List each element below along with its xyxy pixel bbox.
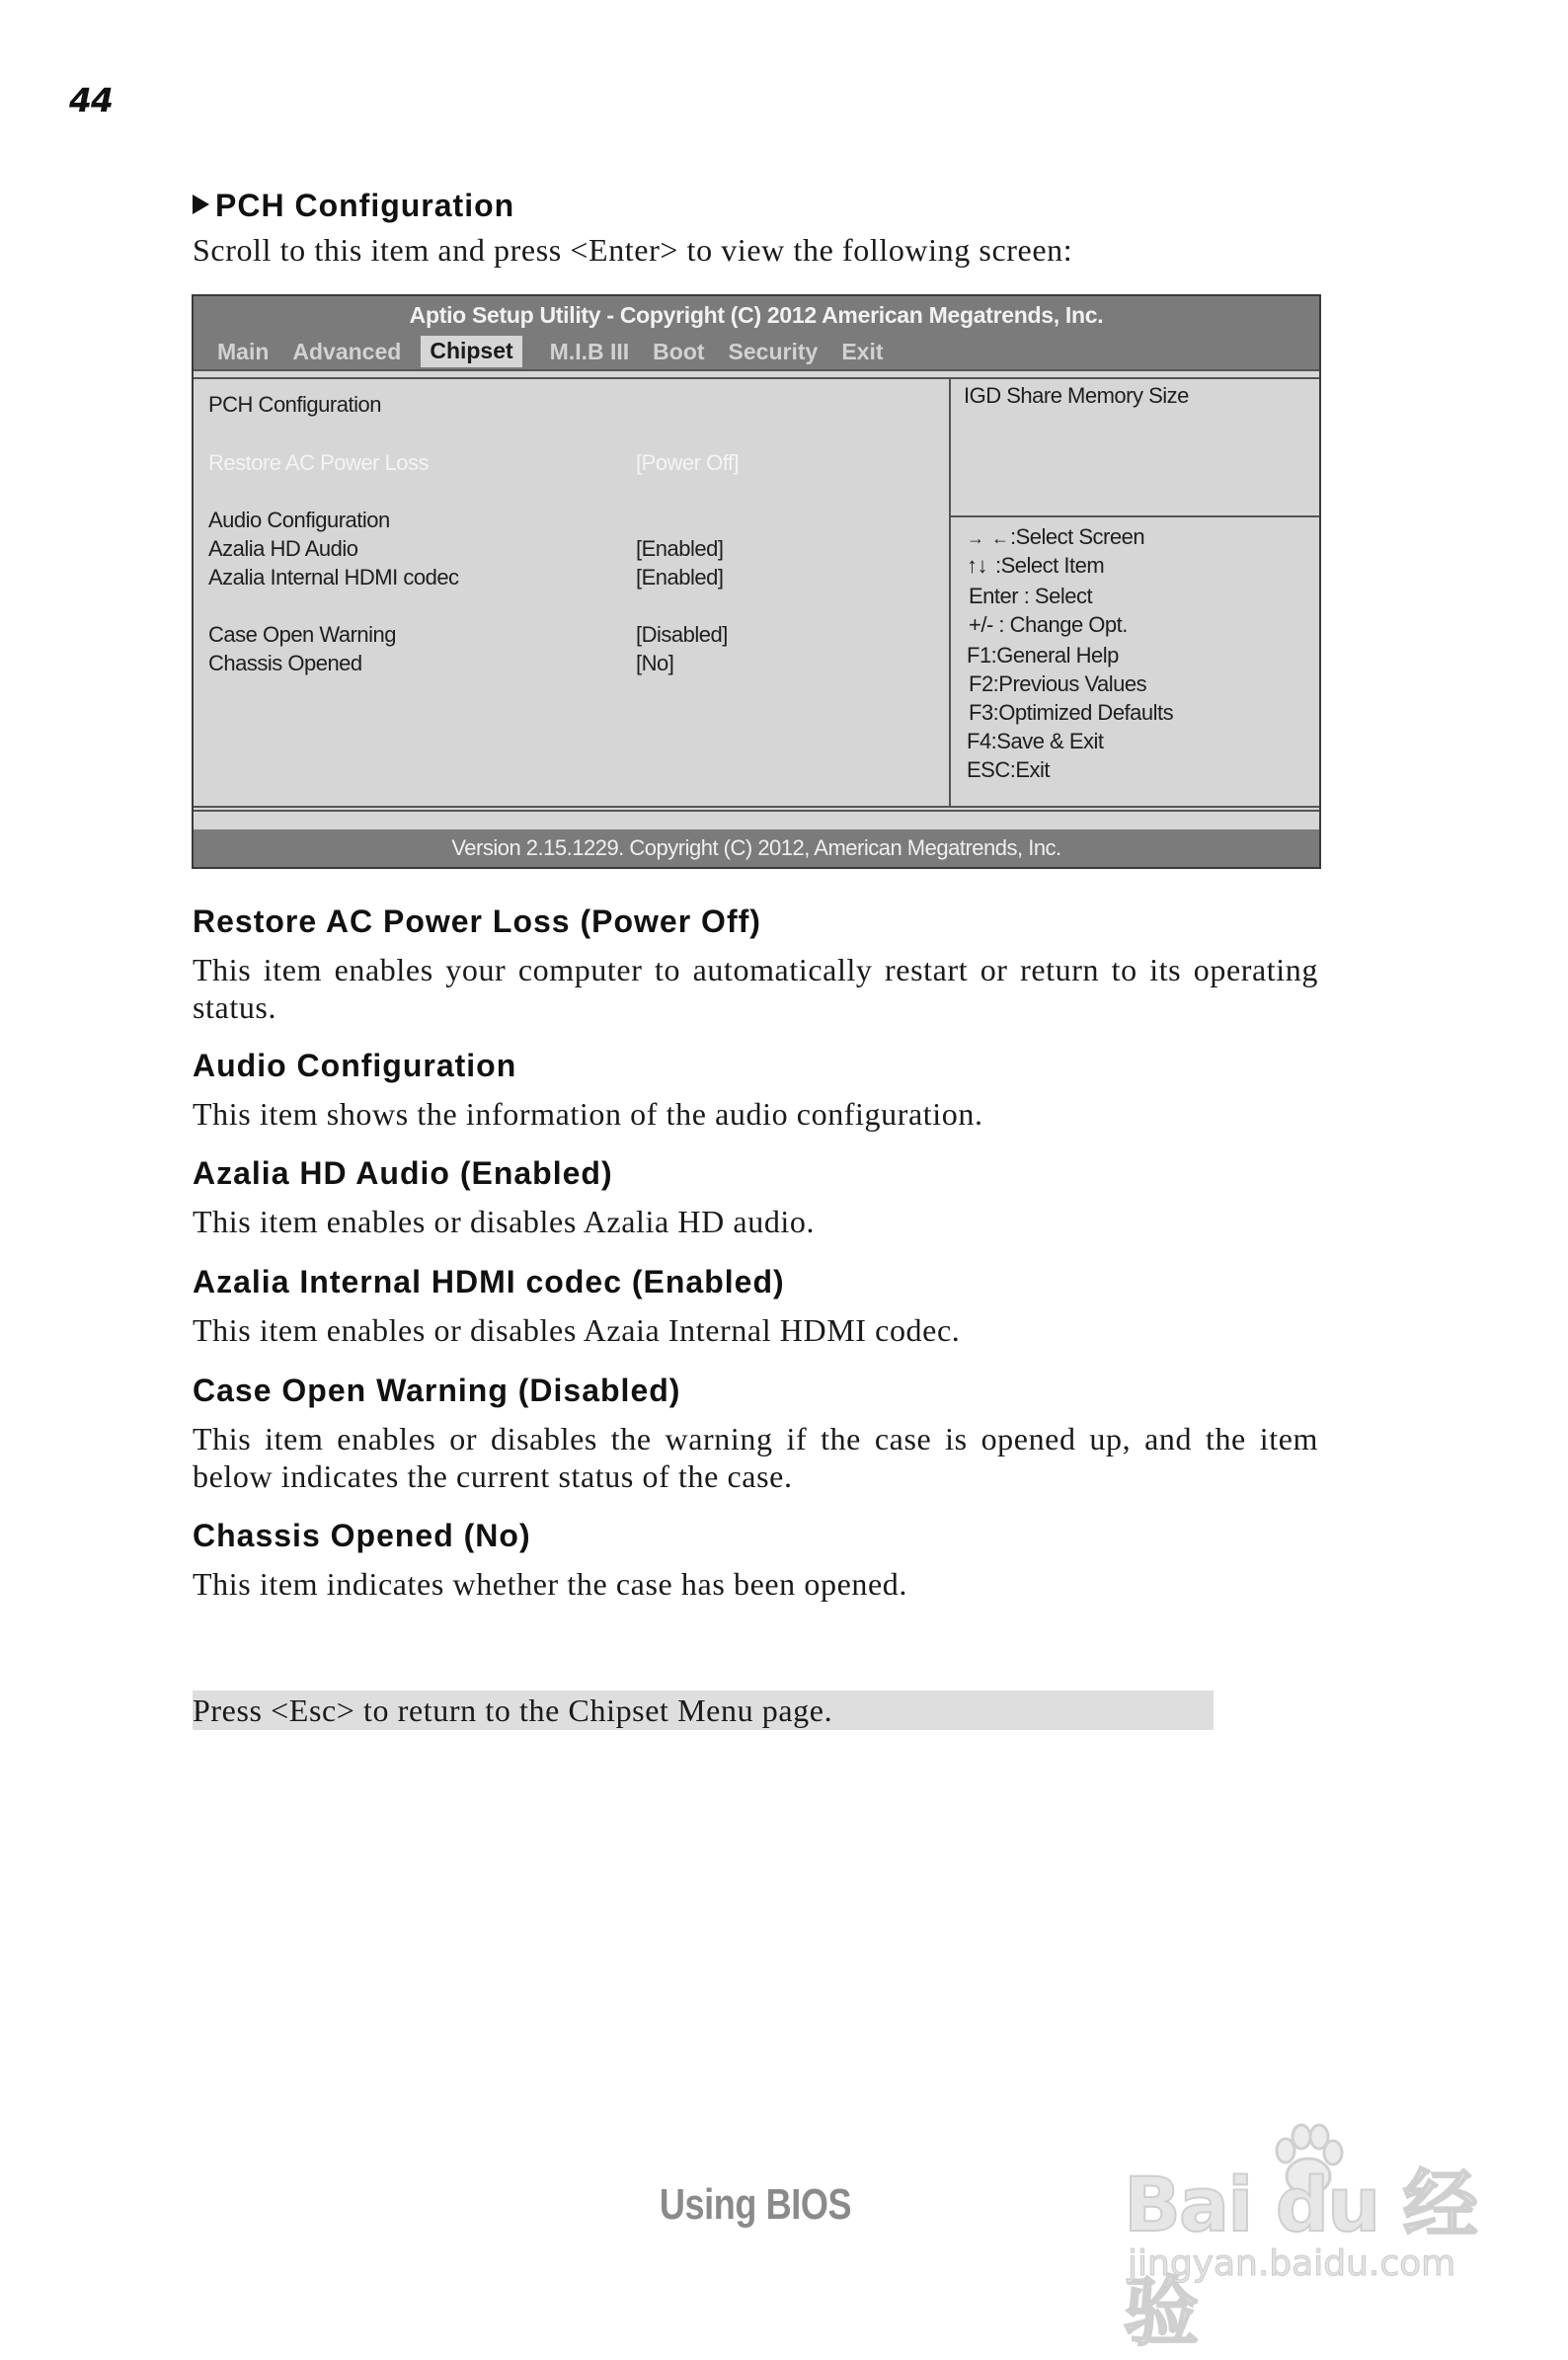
item-chassis-opened-value: [No]	[636, 651, 674, 675]
item-restore-ac-value[interactable]: [Power Off]	[636, 450, 740, 475]
item-chassis-opened-label: Chassis Opened	[208, 651, 362, 675]
heading-case-open: Case Open Warning (Disabled)	[193, 1373, 681, 1408]
bios-screen	[192, 294, 1321, 869]
tab-advanced[interactable]: Advanced	[292, 338, 402, 364]
footer-line-top	[194, 806, 1319, 808]
item-azalia-hdmi-value[interactable]: [Enabled]	[636, 565, 724, 590]
item-azalia-hdmi-label[interactable]: Azalia Internal HDMI codec	[208, 565, 459, 590]
key-f2: F2:Previous Values	[969, 671, 1147, 696]
left-right-arrows-icon: → ←	[967, 528, 1011, 548]
bios-header	[194, 296, 1319, 369]
item-case-open-value[interactable]: [Disabled]	[636, 622, 728, 647]
footer-line	[194, 810, 1319, 812]
help-title: IGD Share Memory Size	[964, 383, 1189, 408]
panel-divider	[949, 379, 951, 808]
key-enter: Enter : Select	[969, 584, 1093, 608]
header-line	[194, 369, 1319, 371]
triangle-bullet-icon	[193, 195, 209, 214]
bios-tabs	[217, 336, 907, 367]
item-audio-config-label: Audio Configuration	[208, 508, 390, 532]
text-restore-ac: This item enables your computer to automatically restart or return to its operating status.	[193, 952, 1318, 1025]
key-change-opt: +/- : Change Opt.	[969, 612, 1128, 637]
bios-footer: Version 2.15.1229. Copyright (C) 2012, American Megatrends, Inc.	[194, 829, 1319, 867]
key-select-screen	[967, 524, 1144, 550]
section-title: PCH Configuration	[208, 392, 381, 417]
item-restore-ac-label[interactable]: Restore AC Power Loss	[208, 450, 430, 475]
item-azalia-hd-label[interactable]: Azalia HD Audio	[208, 536, 358, 561]
key-esc: ESC:Exit	[967, 757, 1051, 782]
heading-azalia-hdmi: Azalia Internal HDMI codec (Enabled)	[193, 1264, 785, 1299]
tab-chipset[interactable]: Chipset	[421, 336, 521, 367]
tab-boot[interactable]: Boot	[653, 338, 705, 364]
key-f1: F1:General Help	[967, 643, 1119, 668]
bios-title: Aptio Setup Utility - Copyright (C) 2012 American Megatrends, Inc.	[409, 302, 1104, 328]
help-separator	[951, 515, 1321, 517]
page-number: 44	[69, 81, 113, 119]
intro-heading-text: PCH Configuration	[215, 188, 515, 223]
watermark-url: jingyan.baidu.com	[1128, 2243, 1456, 2284]
text-case-open: This item enables or disables the warning if the case is opened up, and the item below indicates the current status of the case.	[193, 1421, 1318, 1494]
footer-title: Using BIOS	[659, 2180, 852, 2229]
watermark-logo: Bai du 经验	[1124, 2161, 1476, 2356]
item-azalia-hd-value[interactable]: [Enabled]	[636, 536, 724, 561]
text-audio-config: This item shows the information of the audio configuration.	[193, 1096, 983, 1132]
text-chassis-opened: This item indicates whether the case has been opened.	[193, 1566, 907, 1602]
header-line-2	[194, 377, 1319, 379]
key-f3: F3:Optimized Defaults	[969, 700, 1174, 725]
key-select-item-text: :Select Item	[995, 553, 1105, 578]
watermark	[1116, 2123, 1511, 2356]
tab-mib[interactable]: M.I.B III	[549, 338, 630, 364]
press-esc-note: Press <Esc> to return to the Chipset Menu page.	[193, 1691, 1214, 1730]
key-select-screen-text: :Select Screen	[1010, 524, 1145, 549]
heading-audio-config: Audio Configuration	[193, 1048, 517, 1083]
key-select-item	[967, 553, 1104, 579]
heading-azalia-hd: Azalia HD Audio (Enabled)	[193, 1155, 613, 1191]
text-azalia-hd: This item enables or disables Azalia HD audio.	[193, 1204, 816, 1239]
intro-text: Scroll to this item and press <Enter> to view the following screen:	[193, 232, 1073, 268]
key-f4: F4:Save & Exit	[967, 729, 1104, 753]
heading-chassis-opened: Chassis Opened (No)	[193, 1518, 531, 1553]
tab-security[interactable]: Security	[728, 338, 819, 364]
heading-restore-ac: Restore AC Power Loss (Power Off)	[193, 904, 761, 939]
tab-exit[interactable]: Exit	[841, 338, 884, 364]
up-down-arrows-icon: ↑↓	[967, 553, 987, 578]
intro-heading	[193, 188, 514, 224]
item-case-open-label[interactable]: Case Open Warning	[208, 622, 397, 647]
tab-main[interactable]: Main	[217, 338, 270, 364]
text-azalia-hdmi: This item enables or disables Azaia Internal HDMI codec.	[193, 1312, 961, 1348]
